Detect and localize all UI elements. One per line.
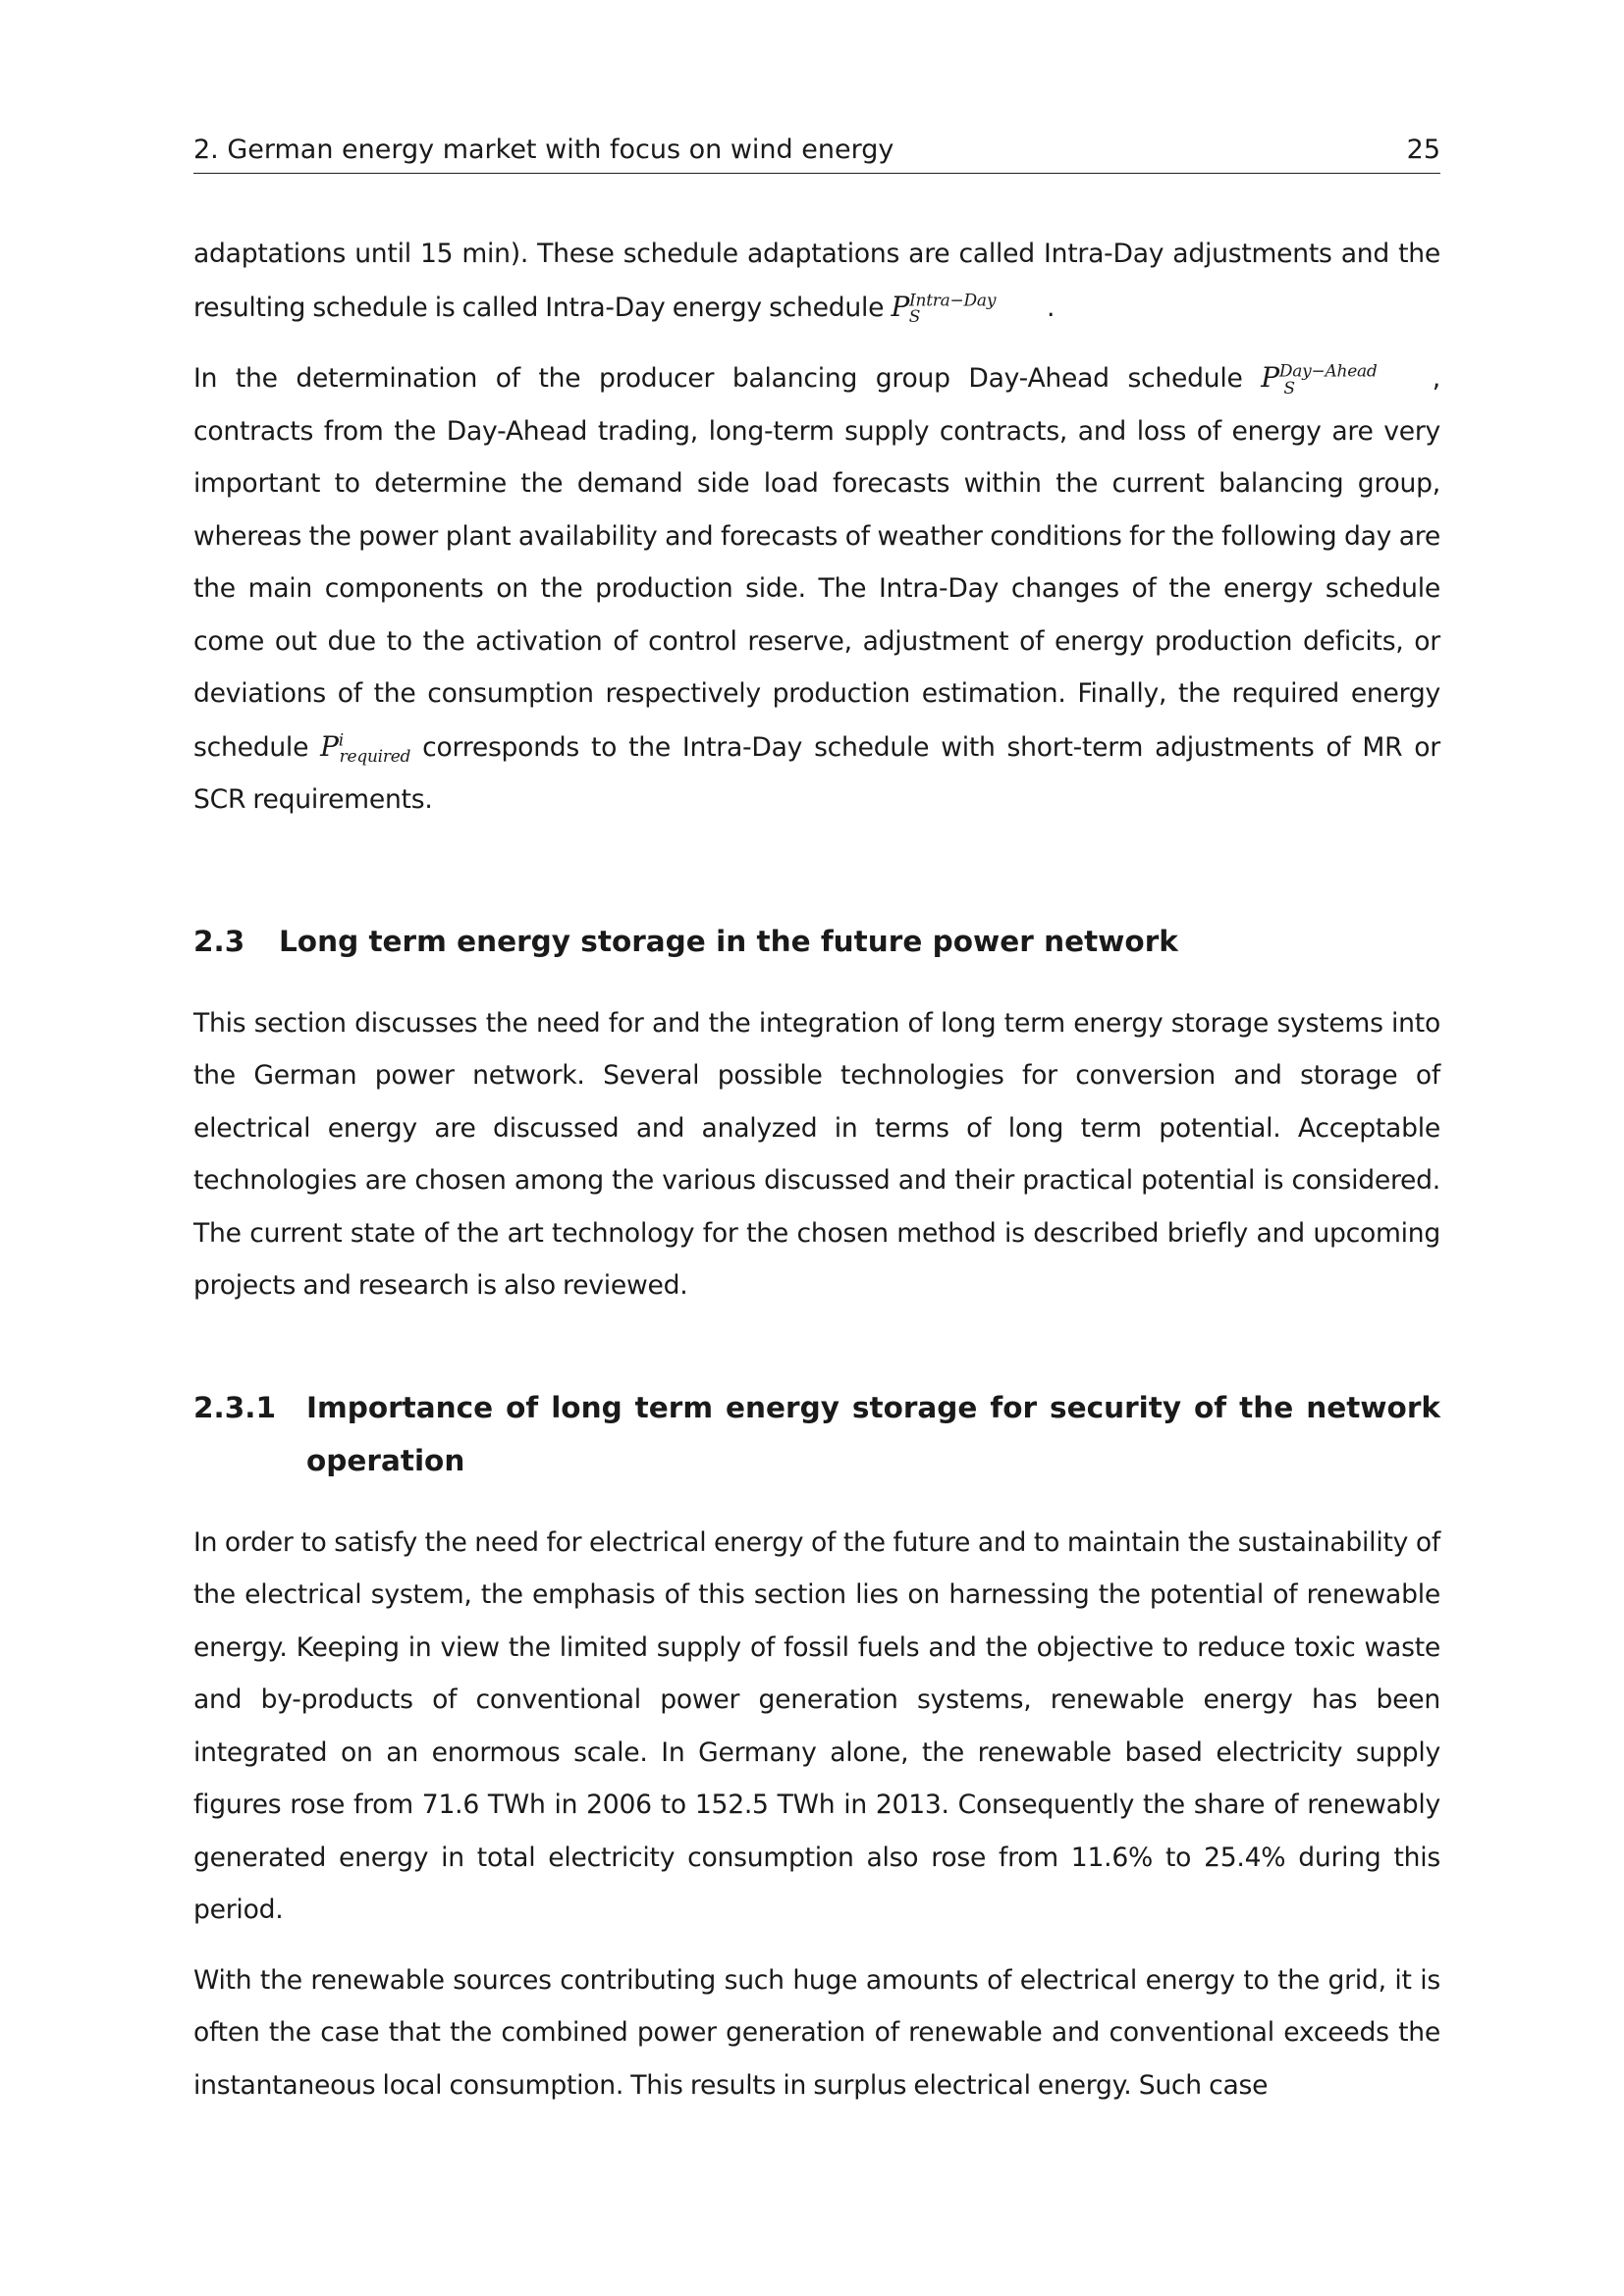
section-title: Long term energy storage in the future power network	[279, 924, 1178, 958]
math-p-intra-day: $P^{Intra-Day}_S$	[891, 290, 997, 328]
section-heading-2-3	[193, 915, 1440, 968]
paragraph-section-intro: This section discusses the need for and the integration of long term energy storage systems into the German power network. Several possible technologies for conversion and storage of electrical energy are discussed and analyzed in terms of long term potential. Acceptable technologies are chosen among the various discussed and their practical potential is considered. The current state of the art technology for the chosen method is described briefly and upcoming projects and research is also reviewed.	[193, 1007, 1440, 1301]
page-number: 25	[1406, 134, 1440, 165]
body-text	[193, 228, 1440, 2129]
chapter-title: 2. German energy market with focus on wind energy	[193, 134, 894, 165]
subsection-title: Importance of long term energy storage for security of the network operation	[306, 1390, 1440, 1477]
subsection-heading-2-3-1	[193, 1381, 1440, 1487]
math-p-day-ahead: $P^{Day-Ahead}_S$	[1261, 361, 1378, 399]
section-number: 2.3	[193, 924, 245, 958]
paragraph-day-ahead: In the determination of the producer balancing group Day-Ahead schedule $P^{Day-Ahead}_S$ , contracts from the Day-Ahead trading, long-term supply contracts, and loss of energy are very important to determine the demand side load forecasts within the current balancing group, whereas the power plant availability and forecasts of weather conditions for the following day are the main components on the production side. The Intra-Day changes of the energy schedule come out due to the activation of control reserve, adjustment of energy production deficits, or deviations of the consumption respectively production estimation. Finally, the required energy schedule $P^i_{required}$ corresponds to the Intra-Day schedule with short-term adjustments of MR or SCR requirements.	[193, 361, 1440, 815]
paragraph-renewable-growth: In order to satisfy the need for electrical energy of the future and to maintain the sustainability of the electrical system, the emphasis of this section lies on harnessing the potential of renewable energy. Keeping in view the limited supply of fossil fuels and the objective to reduce toxic waste and by-products of conventional power generation systems, renewable energy has been integrated on an enormous scale. In Germany alone, the renewable based electricity supply figures rose from 71.6 TWh in 2006 to 152.5 TWh in 2013. Consequently the share of renewably generated energy in total electricity consumption also rose from 11.6% to 25.4% during this period.	[193, 1526, 1440, 1925]
running-header	[193, 133, 1440, 174]
paragraph-surplus-energy: With the renewable sources contributing such huge amounts of electrical energy to the grid, it is often the case that the combined power generation of renewable and conventional exceeds the instantaneous local consumption. This results in surplus electrical energy. Such case	[193, 1964, 1440, 2101]
math-p-required: $P^i_{required}$	[320, 729, 411, 768]
paragraph-intra-day: adaptations until 15 min). These schedule adaptations are called Intra-Day adjustments and the resulting schedule is called Intra-Day energy schedule $P^{Intra-Day}_S$ .	[193, 239, 1440, 328]
subsection-number: 2.3.1	[193, 1390, 276, 1424]
